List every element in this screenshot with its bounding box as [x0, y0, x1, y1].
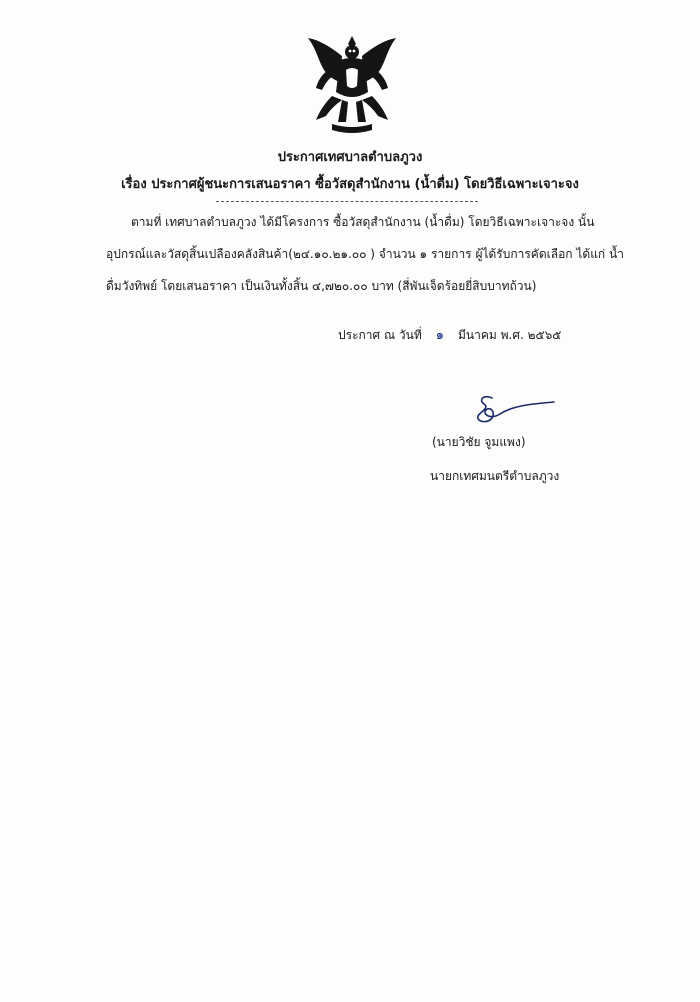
separator-line: [216, 201, 478, 202]
date-day: ๑: [435, 328, 445, 343]
body-line-3: ดื่มวังทิพย์ โดยเสนอราคา เป็นเงินทั้งสิ้น ๔,๗๒๐.๐๐ บาท (สี่พันเจ็ดร้อยยี่สิบบาทถ้วน): [106, 279, 537, 293]
garuda-emblem-icon: [302, 30, 402, 136]
handwritten-signature: [470, 390, 560, 430]
announcement-title: ประกาศเทศบาลตำบลภูวง: [277, 150, 423, 165]
announcement-subject: เรื่อง ประกาศผู้ชนะการเสนอราคา ซื้อวัสดุสำนักงาน (น้ำดื่ม) โดยวิธีเฉพาะเจาะจง: [121, 177, 579, 192]
date-month-year: มีนาคม พ.ศ. ๒๕๖๕: [458, 328, 562, 342]
date-prefix: ประกาศ ณ วันที่: [338, 328, 422, 342]
signatory-position: นายกเทศมนตรีตำบลภูวง: [430, 469, 560, 483]
body-line-1: ตามที่ เทศบาลตำบลภูวง ได้มีโครงการ ซื้อวัสดุสำนักงาน (น้ำดื่ม) โดยวิธีเฉพาะเจาะจง นั้น: [131, 215, 595, 229]
signatory-name: (นายวิชัย จูมแพง): [432, 435, 526, 449]
body-line-2: อุปกรณ์และวัสดุสิ้นเปลืองคลังสินค้า(๒๔.๑๐.๒๑.๐๐ ) จำนวน ๑ รายการ ผู้ได้รับการคัดเลือก ได้แก่ น้ำ: [106, 247, 624, 261]
announcement-date: [338, 327, 561, 344]
